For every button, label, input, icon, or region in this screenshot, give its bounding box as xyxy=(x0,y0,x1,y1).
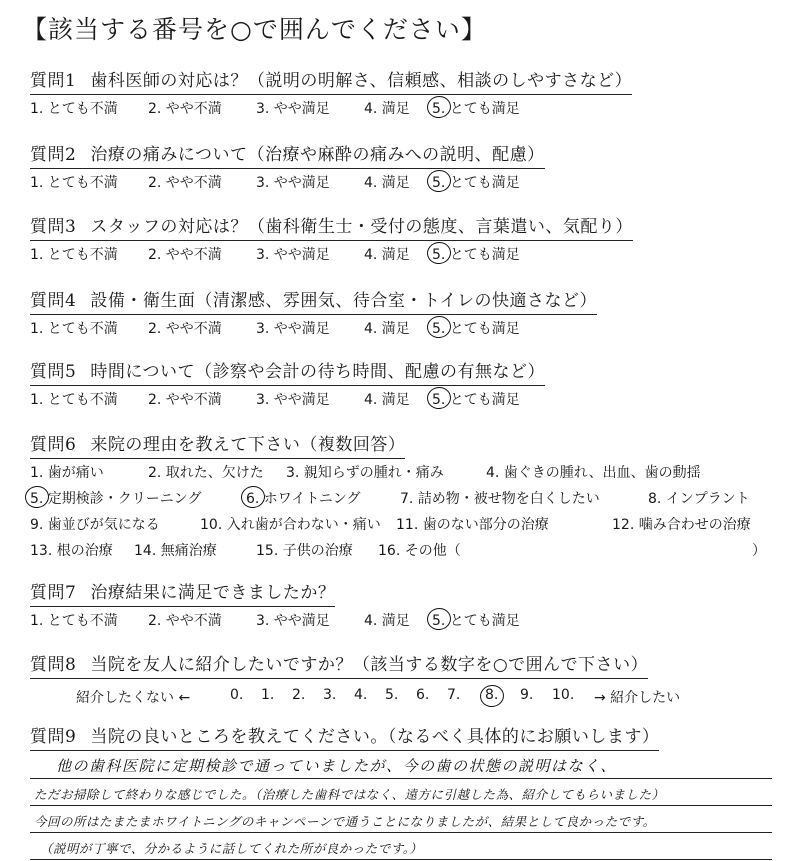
answer-options xyxy=(30,172,790,194)
reason-option[interactable]: 13. 根の治療 xyxy=(30,543,113,559)
question-2 xyxy=(30,140,790,194)
reason-option[interactable]: 10. 入れ歯が合わない・痛い xyxy=(200,517,381,533)
scale-option[interactable]: 4. xyxy=(354,687,368,703)
question-text: 歯科医師の対応は？（説明の明解さ、信頼感、相談のしやすさなど） xyxy=(90,71,633,91)
scale-option[interactable]: 2. xyxy=(292,687,306,703)
other-paren-close: ） xyxy=(752,543,766,559)
option-3[interactable]: 3. やや満足 xyxy=(256,175,330,191)
answer-line xyxy=(30,833,772,860)
question-text: 治療の痛みについて（治療や麻酔の痛みへの説明、配慮） xyxy=(90,145,545,165)
handwritten-answer: 他の歯科医院に定期検診で通っていましたが、今の歯の状態の説明はなく、 xyxy=(56,757,617,775)
question-number: 質問8 xyxy=(30,655,77,675)
question-number: 質問1 xyxy=(30,71,77,91)
question-number: 質問9 xyxy=(30,727,77,747)
scale-option[interactable]: 6. xyxy=(416,687,430,703)
page-title: 【該当する番号を○で囲んでください】 xyxy=(22,15,487,44)
handwritten-answer: （説明が丁寧で、分かるように話してくれた所が良かったです。） xyxy=(40,841,423,856)
option-5-selected[interactable]: 5. とても満足 xyxy=(432,389,520,409)
question-number: 質問7 xyxy=(30,583,77,603)
answer-options xyxy=(30,389,790,411)
scale-option-selected[interactable]: 8. xyxy=(485,687,498,703)
scale-option[interactable]: 9. xyxy=(520,687,534,703)
reason-option-selected[interactable]: 5. 定期検診・クリーニング xyxy=(30,488,202,508)
reason-option[interactable]: 3. 親知らずの腫れ・痛み xyxy=(286,465,444,481)
option-3[interactable]: 3. やや満足 xyxy=(256,321,330,337)
question-heading xyxy=(30,578,335,607)
recommend-scale xyxy=(30,685,790,709)
option-5-selected[interactable]: 5. とても満足 xyxy=(432,244,520,264)
question-text: 当院を友人に紹介したいですか？（該当する数字を○で囲んで下さい） xyxy=(90,655,649,675)
question-heading xyxy=(30,286,597,315)
option-1[interactable]: 1. とても不満 xyxy=(30,613,118,629)
option-1[interactable]: 1. とても不満 xyxy=(30,392,118,408)
handwritten-answer: ただお掃除して終わりな感じでした。（治療した歯科ではなく、遠方に引越した為、紹介してもらいました） xyxy=(34,787,665,802)
answer-options xyxy=(30,610,790,632)
option-4[interactable]: 4. 満足 xyxy=(364,175,410,191)
reason-row xyxy=(30,459,790,485)
free-answer-area[interactable] xyxy=(30,752,772,860)
scale-option[interactable]: 5. xyxy=(385,687,399,703)
question-text: 設備・衛生面（清潔感、雰囲気、待合室・トイレの快適さなど） xyxy=(90,291,597,311)
question-8 xyxy=(30,650,790,709)
answer-line xyxy=(30,752,772,779)
question-6 xyxy=(30,430,790,563)
option-1[interactable]: 1. とても不満 xyxy=(30,321,118,337)
question-7 xyxy=(30,578,790,632)
question-heading xyxy=(30,722,659,751)
reason-row xyxy=(30,485,790,511)
question-number: 質問6 xyxy=(30,435,77,455)
option-2[interactable]: 2. やや不満 xyxy=(148,101,222,117)
question-text: 治療結果に満足できましたか？ xyxy=(90,583,336,603)
question-text: 当院の良いところを教えてください。（なるべく具体的にお願いします） xyxy=(90,727,660,747)
question-heading xyxy=(30,650,648,679)
scale-option[interactable]: 7. xyxy=(447,687,461,703)
reason-option[interactable]: 15. 子供の治療 xyxy=(256,543,353,559)
option-2[interactable]: 2. やや不満 xyxy=(148,321,222,337)
question-4 xyxy=(30,286,790,340)
scale-option[interactable]: 1. xyxy=(261,687,275,703)
question-heading xyxy=(30,66,632,95)
question-number: 質問3 xyxy=(30,217,77,237)
option-2[interactable]: 2. やや不満 xyxy=(148,392,222,408)
scale-option[interactable]: 3. xyxy=(323,687,337,703)
question-5 xyxy=(30,357,790,411)
option-4[interactable]: 4. 満足 xyxy=(364,321,410,337)
answer-options xyxy=(30,98,790,120)
scale-left-label: 紹介したくない ← xyxy=(76,690,191,706)
question-number: 質問5 xyxy=(30,362,77,382)
reason-option[interactable]: 12. 噛み合わせの治療 xyxy=(612,517,751,533)
question-3 xyxy=(30,212,790,266)
reason-option-other[interactable]: 16. その他（ xyxy=(378,543,461,559)
option-4[interactable]: 4. 満足 xyxy=(364,613,410,629)
option-5-selected[interactable]: 5. とても満足 xyxy=(432,610,520,630)
option-3[interactable]: 3. やや満足 xyxy=(256,247,330,263)
answer-line xyxy=(30,806,772,833)
question-number: 質問2 xyxy=(30,145,77,165)
scale-option[interactable]: 10. xyxy=(552,687,575,703)
reason-option-selected[interactable]: 6. ホワイトニング xyxy=(246,488,361,508)
reason-option[interactable]: 2. 取れた、欠けた xyxy=(148,465,264,481)
option-1[interactable]: 1. とても不満 xyxy=(30,247,118,263)
question-text: 来院の理由を教えて下さい（複数回答） xyxy=(90,435,406,455)
reason-option[interactable]: 14. 無痛治療 xyxy=(134,543,217,559)
option-2[interactable]: 2. やや不満 xyxy=(148,613,222,629)
option-5-selected[interactable]: 5. とても満足 xyxy=(432,172,520,192)
question-heading xyxy=(30,212,633,241)
option-2[interactable]: 2. やや不満 xyxy=(148,175,222,191)
answer-options xyxy=(30,318,790,340)
question-heading xyxy=(30,357,545,386)
question-text: スタッフの対応は？（歯科衛生士・受付の態度、言葉遣い、気配り） xyxy=(90,217,633,237)
answer-options xyxy=(30,244,790,266)
option-2[interactable]: 2. やや不満 xyxy=(148,247,222,263)
option-1[interactable]: 1. とても不満 xyxy=(30,101,118,117)
scale-option[interactable]: 0. xyxy=(230,687,244,703)
selection-circle xyxy=(479,683,506,708)
option-4[interactable]: 4. 満足 xyxy=(364,247,410,263)
option-4[interactable]: 4. 満足 xyxy=(364,392,410,408)
question-number: 質問4 xyxy=(30,291,77,311)
reason-option[interactable]: 4. 歯ぐきの腫れ、出血、歯の動揺 xyxy=(486,465,701,481)
reason-options xyxy=(30,459,790,563)
reason-option[interactable]: 7. 詰め物・被せ物を白くしたい xyxy=(400,491,600,507)
option-1[interactable]: 1. とても不満 xyxy=(30,175,118,191)
question-text: 時間について（診察や会計の待ち時間、配慮の有無など） xyxy=(90,362,545,382)
option-3[interactable]: 3. やや満足 xyxy=(256,101,330,117)
option-5-selected[interactable]: 5. とても満足 xyxy=(432,318,520,338)
reason-row xyxy=(30,511,790,537)
question-heading xyxy=(30,140,545,169)
option-3[interactable]: 3. やや満足 xyxy=(256,613,330,629)
reason-option[interactable]: 8. インプラント xyxy=(648,491,750,507)
reason-option[interactable]: 9. 歯並びが気になる xyxy=(30,517,160,533)
handwritten-answer: 今回の所はたまたまホワイトニングのキャンペーンで通うことになりましたが、結果として良かったです。 xyxy=(34,814,656,829)
option-3[interactable]: 3. やや満足 xyxy=(256,392,330,408)
reason-row xyxy=(30,537,790,563)
option-4[interactable]: 4. 満足 xyxy=(364,101,410,117)
question-1 xyxy=(30,66,790,120)
reason-option[interactable]: 11. 歯のない部分の治療 xyxy=(396,517,549,533)
answer-line xyxy=(30,779,772,806)
scale-right-label: → 紹介したい xyxy=(594,690,681,706)
question-9 xyxy=(30,722,790,751)
reason-option[interactable]: 1. 歯が痛い xyxy=(30,465,104,481)
option-5-selected[interactable]: 5. とても満足 xyxy=(432,98,520,118)
question-heading xyxy=(30,430,405,459)
